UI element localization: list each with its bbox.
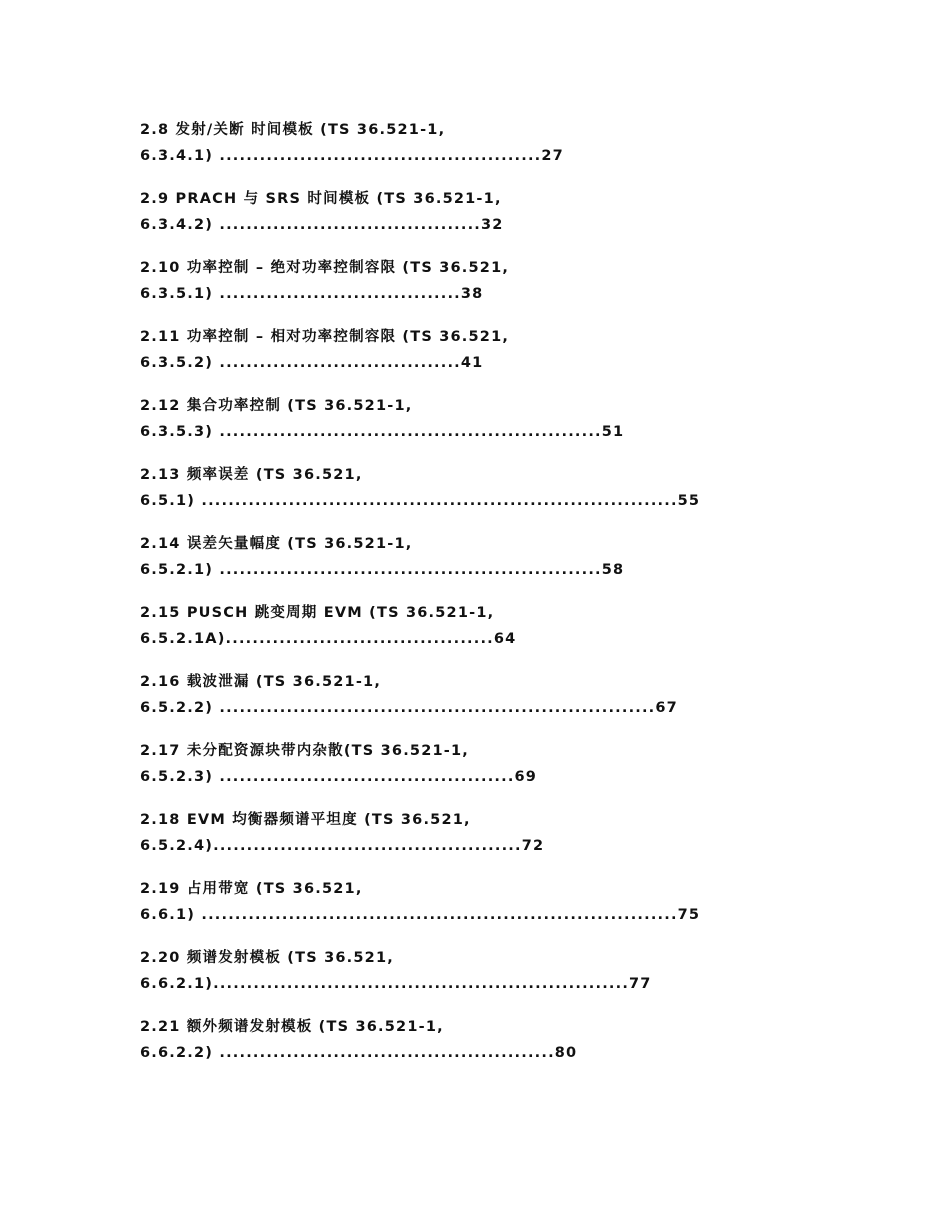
toc-entry-title: 2.13 频率误差 (TS 36.521, [140, 467, 363, 483]
toc-entry[interactable] [140, 393, 860, 462]
toc-entry[interactable] [140, 669, 860, 738]
toc-entry[interactable] [140, 738, 860, 807]
toc-entry-title: 2.10 功率控制 – 绝对功率控制容限 (TS 36.521, [140, 260, 510, 276]
toc-entry-page-ref: 6.3.5.2) ....................................41 [140, 355, 484, 371]
toc-entry-title: 2.21 额外频谱发射模板 (TS 36.521-1, [140, 1019, 444, 1035]
toc-entry-title: 2.20 频谱发射模板 (TS 36.521, [140, 950, 394, 966]
toc-entry[interactable] [140, 117, 860, 186]
toc-entry-page-ref: 6.5.2.1) .........................................................58 [140, 562, 625, 578]
toc-entry[interactable] [140, 531, 860, 600]
toc-entry-title: 2.14 误差矢量幅度 (TS 36.521-1, [140, 536, 413, 552]
toc-entry-page-ref: 6.3.5.3) .........................................................51 [140, 424, 625, 440]
toc-entry-page-ref: 6.5.2.3) ............................................69 [140, 769, 538, 785]
toc-entry[interactable] [140, 945, 860, 1014]
toc-entry[interactable] [140, 255, 860, 324]
toc-entry-title: 2.15 PUSCH 跳变周期 EVM (TS 36.521-1, [140, 605, 495, 621]
toc-entry-title: 2.9 PRACH 与 SRS 时间模板 (TS 36.521-1, [140, 191, 502, 207]
toc-entry-title: 2.18 EVM 均衡器频谱平坦度 (TS 36.521, [140, 812, 471, 828]
toc-entry[interactable] [140, 876, 860, 945]
toc-entry[interactable] [140, 186, 860, 255]
toc-entry[interactable] [140, 807, 860, 876]
toc-entry-page-ref: 6.3.4.2) .......................................32 [140, 217, 504, 233]
toc-entry-page-ref: 6.3.4.1) ................................................27 [140, 148, 564, 164]
toc-entry-page-ref: 6.5.1) .......................................................................55 [140, 493, 701, 509]
toc-entry-page-ref: 6.5.2.4)..............................................72 [140, 838, 545, 854]
toc-entry-page-ref: 6.6.2.1)..............................................................77 [140, 976, 652, 992]
toc-entry-page-ref: 6.6.2.2) ..................................................80 [140, 1045, 578, 1061]
toc-entry-title: 2.11 功率控制 – 相对功率控制容限 (TS 36.521, [140, 329, 510, 345]
toc-entry-title: 2.12 集合功率控制 (TS 36.521-1, [140, 398, 413, 414]
toc-entry[interactable] [140, 324, 860, 393]
toc-entry-title: 2.16 载波泄漏 (TS 36.521-1, [140, 674, 382, 690]
toc-entry-page-ref: 6.3.5.1) ....................................38 [140, 286, 484, 302]
toc-entry-title: 2.8 发射/关断 时间模板 (TS 36.521-1, [140, 122, 446, 138]
toc-entry-page-ref: 6.5.2.1A)........................................64 [140, 631, 517, 647]
toc-entry-page-ref: 6.5.2.2) .................................................................67 [140, 700, 678, 716]
toc-entry-page-ref: 6.6.1) .......................................................................75 [140, 907, 701, 923]
toc-entry[interactable] [140, 462, 860, 531]
toc-entry[interactable] [140, 600, 860, 669]
toc-entry[interactable] [140, 1014, 860, 1083]
toc-entry-title: 2.17 未分配资源块带内杂散(TS 36.521-1, [140, 743, 470, 759]
toc-entry-title: 2.19 占用带宽 (TS 36.521, [140, 881, 363, 897]
table-of-contents [140, 117, 860, 1083]
